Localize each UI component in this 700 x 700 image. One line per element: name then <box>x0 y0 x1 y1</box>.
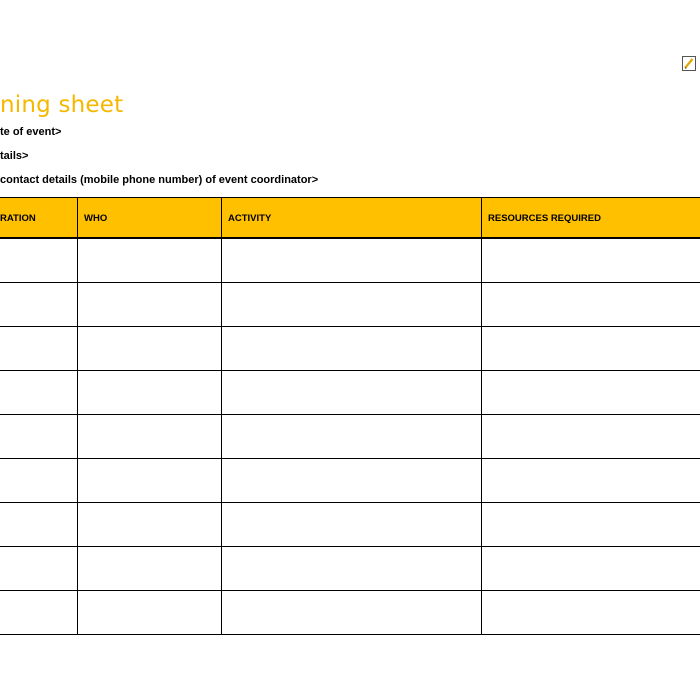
table-body <box>0 239 700 635</box>
duration-cell[interactable] <box>0 327 77 370</box>
who-cell[interactable] <box>77 327 221 370</box>
resources-cell[interactable] <box>481 283 700 326</box>
table-row <box>0 415 700 459</box>
activity-cell[interactable] <box>221 547 481 590</box>
event-details-line: tails> <box>0 150 29 162</box>
table-row <box>0 591 700 635</box>
duration-cell[interactable] <box>0 371 77 414</box>
page-title: ning sheet <box>0 92 124 118</box>
duration-cell[interactable] <box>0 239 77 282</box>
resources-cell[interactable] <box>481 371 700 414</box>
resources-cell[interactable] <box>481 591 700 634</box>
column-header-resources: RESOURCES REQUIRED <box>481 198 700 238</box>
table-row <box>0 547 700 591</box>
who-cell[interactable] <box>77 547 221 590</box>
activity-cell[interactable] <box>221 591 481 634</box>
resources-cell[interactable] <box>481 459 700 502</box>
resources-cell[interactable] <box>481 547 700 590</box>
who-cell[interactable] <box>77 239 221 282</box>
duration-cell[interactable] <box>0 503 77 546</box>
column-header-who: WHO <box>77 198 221 238</box>
schedule-table <box>0 197 700 635</box>
who-cell[interactable] <box>77 591 221 634</box>
resources-cell[interactable] <box>481 503 700 546</box>
duration-cell[interactable] <box>0 459 77 502</box>
activity-cell[interactable] <box>221 503 481 546</box>
activity-cell[interactable] <box>221 283 481 326</box>
table-row <box>0 283 700 327</box>
who-cell[interactable] <box>77 459 221 502</box>
duration-cell[interactable] <box>0 547 77 590</box>
table-row <box>0 239 700 283</box>
resources-cell[interactable] <box>481 327 700 370</box>
activity-cell[interactable] <box>221 239 481 282</box>
table-row <box>0 371 700 415</box>
duration-cell[interactable] <box>0 415 77 458</box>
table-row <box>0 503 700 547</box>
duration-cell[interactable] <box>0 283 77 326</box>
who-cell[interactable] <box>77 503 221 546</box>
coordinator-contact-line: contact details (mobile phone number) of event coordinator> <box>0 174 319 186</box>
duration-cell[interactable] <box>0 591 77 634</box>
resources-cell[interactable] <box>481 239 700 282</box>
activity-cell[interactable] <box>221 459 481 502</box>
column-header-duration: RATION <box>0 213 36 224</box>
resources-cell[interactable] <box>481 415 700 458</box>
event-date-line: te of event> <box>0 126 62 138</box>
edit-note-icon[interactable] <box>682 56 696 71</box>
table-header-row <box>0 197 700 239</box>
table-row <box>0 459 700 503</box>
who-cell[interactable] <box>77 415 221 458</box>
who-cell[interactable] <box>77 371 221 414</box>
column-header-activity: ACTIVITY <box>221 198 481 238</box>
who-cell[interactable] <box>77 283 221 326</box>
table-row <box>0 327 700 371</box>
activity-cell[interactable] <box>221 415 481 458</box>
activity-cell[interactable] <box>221 327 481 370</box>
activity-cell[interactable] <box>221 371 481 414</box>
